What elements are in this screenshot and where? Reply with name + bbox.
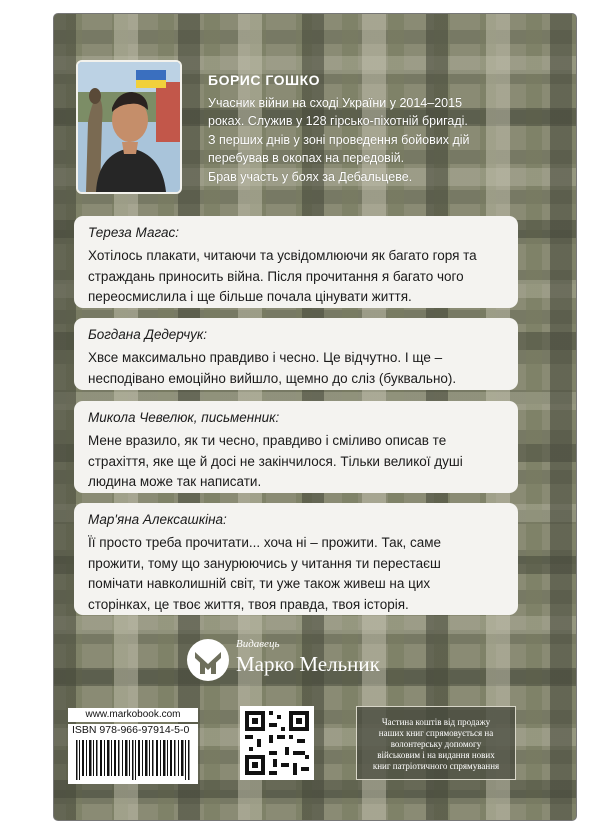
review-author: Богдана Дедерчук: [88,327,208,342]
review-line: Хвсе максимально правдиво і чесно. Це відчутно. І ще – [88,350,443,365]
author-bio-line: перебував в окопах на передовій. [208,151,405,166]
author-bio-line: З перших днів у зоні проведення бойових дій [208,132,470,147]
website-url: www.markobook.com [68,708,198,722]
review-line: прожити, тому що занурюючись у читання ти перестаєш [88,555,441,571]
isbn-number: ISBN 978-966-97914-5-0 [72,724,190,736]
author-bio [208,94,558,186]
author-name: БОРИС ГОШКО [208,72,320,88]
charity-note-line: наших книг спрямовується на [378,728,494,738]
review-text [88,246,504,308]
charity-note-line: волонтерську допомогу [390,739,482,749]
review-line: помічати навколишній світ, ти уже також живеш на цих [88,576,431,592]
charity-note-line: Частина коштів від продажу [381,717,491,727]
charity-note-line: книг патріотичного спрямування [372,761,500,771]
review-line: переосмислила і ще більше почала цінувати життя. [88,289,412,305]
review-card [74,216,518,308]
author-bio-line: роках. Служив у 128 гірсько-піхотній бригаді. [208,114,468,129]
review-line: Мене вразило, як ти чесно, правдиво і сміливо описав те [88,433,447,448]
review-line: сторінках, це твоє життя, твоя правда, твоя історія. [88,596,409,612]
review-line: людина може так написати. [88,474,262,490]
author-bio-line: Брав участь у боях за Дебальцеве. [208,169,413,184]
review-card [74,503,518,615]
review-text [88,348,504,389]
review-card [74,318,518,390]
isbn-barcode [68,724,198,784]
author-bio-line: Учасник війни на сході України у 2014–2015 [208,96,463,110]
charity-note [356,706,516,780]
publisher-label: Видавець [236,638,280,650]
publisher-logo-icon [186,638,230,682]
review-author: Микола Чевелюк, письменник: [88,410,280,425]
review-line: страхіття, яке ще й досі не закінчилося. Тільки великої душі [88,453,463,469]
review-line: страждань приносить війна. Після прочитання я багато чого [88,268,464,284]
review-line: Її просто треба прочитати... хоча ні – прожити. Так, саме [88,535,442,550]
review-text [88,431,504,493]
barcode [74,740,192,780]
review-author: Мар'яна Алексашкіна: [88,512,227,527]
review-line: Хотілось плакати, читаючи та усвідомлюючи як багато горя та [88,248,477,263]
review-card [74,401,518,493]
review-author: Тереза Магас: [88,225,179,240]
review-line: несподівано емоційно вийшло, щемно до сліз (буквально). [88,370,457,386]
qr-code [240,706,314,780]
author-photo [76,60,182,194]
charity-note-line: військовим і на видання нових [377,750,495,760]
review-text [88,533,504,615]
publisher-name: Марко Мельник [236,652,380,676]
